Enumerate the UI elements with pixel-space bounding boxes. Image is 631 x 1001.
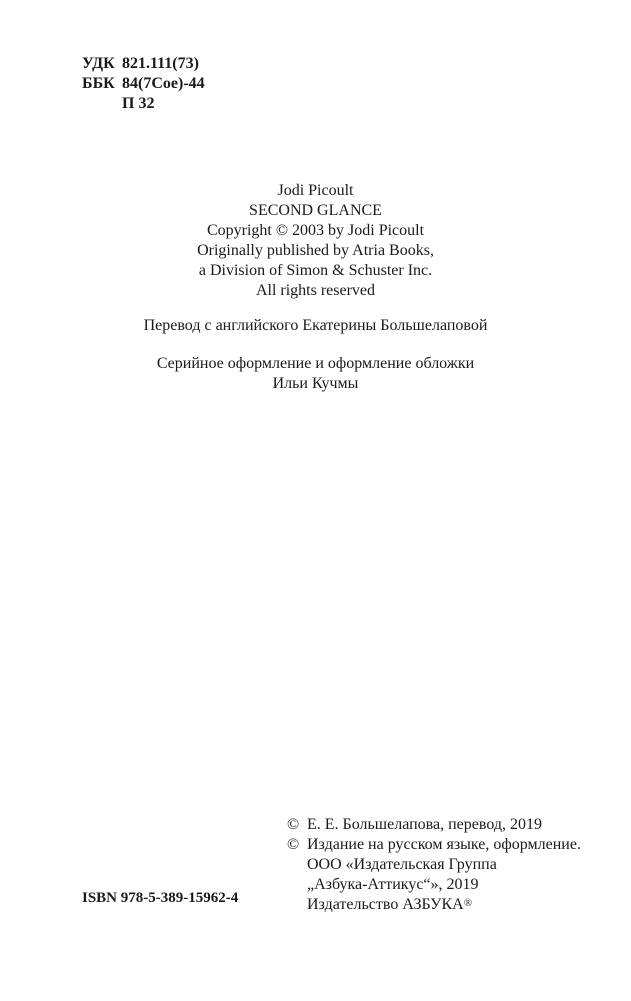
udk-value: 821.111(73) [122,55,199,72]
translation-copyright: Е. Е. Большелапова, перевод, 2019 [307,816,542,833]
author-mark-row [82,94,205,114]
translation-credit [0,316,631,336]
classification-codes [82,54,205,114]
edition-copyright-line-3: „Азбука-Аттикус“», 2019 [307,876,479,893]
original-copyright-block [0,181,631,301]
translator-line: Перевод с английского Екатерины Большелаповой [143,317,488,334]
original-author: Jodi Picoult [277,182,354,199]
bbk-row [82,74,205,94]
russian-copyright-block [287,815,581,915]
design-credit [0,354,631,394]
edition-copyright-line-1: Издание на русском языке, оформление. [307,836,581,853]
copyright-symbol: © [287,816,300,833]
edition-copyright-line-2: ООО «Издательская Группа [307,856,497,873]
bbk-label: ББК [82,75,115,92]
author-mark: П 32 [122,95,155,112]
copyright-symbol: © [287,836,300,853]
bbk-value: 84(7Сое)-44 [122,75,205,92]
udk-label: УДК [82,55,115,72]
publisher-imprint: Издательство АЗБУКА [307,896,464,913]
original-title: SECOND GLANCE [249,202,382,219]
publisher-imprint-line [287,895,581,915]
original-copyright-line: Copyright © 2003 by Jodi Picoult [206,222,425,239]
isbn-number: ISBN 978-5-389-15962-4 [82,890,239,906]
rights-reserved-line: All rights reserved [255,282,376,299]
design-line-1: Серийное оформление и оформление обложки [156,355,475,372]
udk-row [82,54,205,74]
original-division-line: a Division of Simon & Schuster Inc. [198,262,433,279]
registered-mark: ® [463,897,473,909]
design-line-2: Ильи Кучмы [272,375,359,392]
original-publisher-line: Originally published by Atria Books, [197,242,434,259]
colophon-entry-translation [287,815,581,835]
colophon-entry-edition [287,835,581,855]
